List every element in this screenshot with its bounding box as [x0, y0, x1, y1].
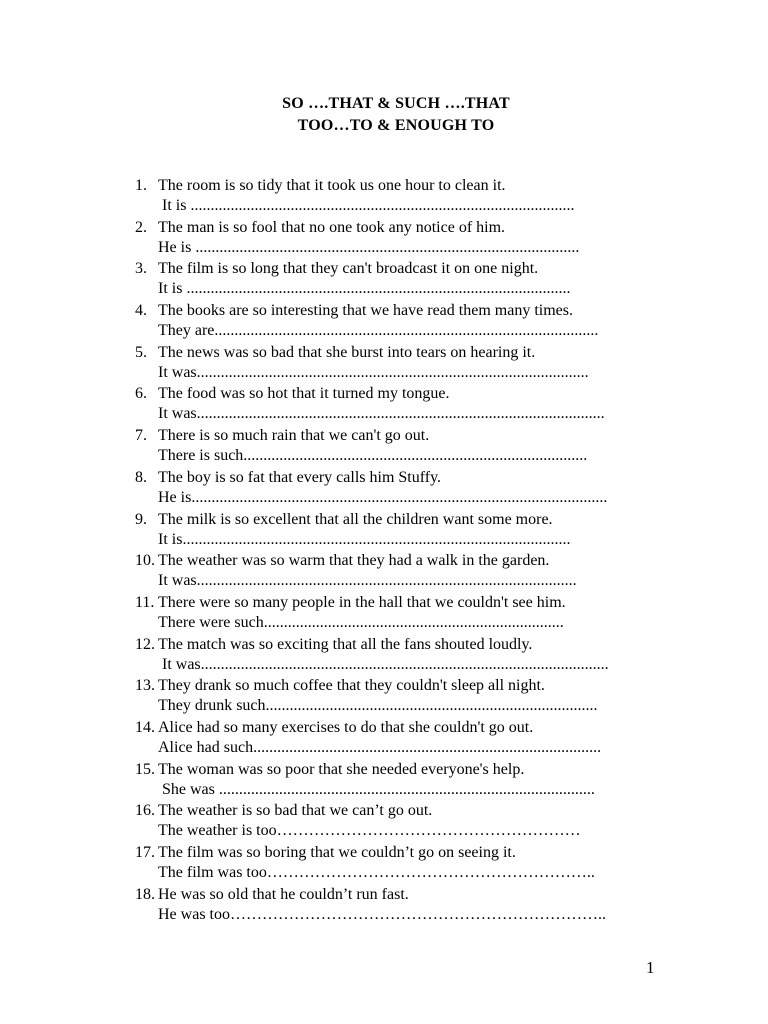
exercise-question — [135, 717, 533, 738]
answer-line: He was too…………………………………………………………….. — [158, 905, 606, 923]
exercise-question — [135, 759, 524, 780]
answer-line: It was.................................................................................................. — [158, 363, 589, 381]
exercise-item-16 — [0, 800, 768, 842]
exercise-number: 17. — [135, 844, 155, 861]
exercise-number: 15. — [135, 760, 155, 778]
exercise-item-7 — [0, 425, 768, 467]
exercise-number: 3. — [135, 260, 147, 278]
question-text: The woman was so poor that she needed everyone's help. — [158, 760, 525, 778]
exercise-item-12 — [0, 634, 768, 676]
exercise-number: 11. — [135, 593, 155, 611]
exercise-list — [0, 175, 768, 925]
answer-line: The film was too…………………………………………………….. — [158, 864, 595, 881]
question-text: The books are so interesting that we have read them many times. — [158, 302, 573, 320]
exercise-number: 2. — [135, 218, 147, 236]
exercise-item-14 — [0, 717, 768, 759]
answer-line: It is ................................................................................................ — [162, 197, 575, 214]
answer-line: Alice had such....................................................................................... — [158, 738, 602, 756]
answer-line: It was...................................................................................................... — [158, 405, 605, 423]
exercise-number: 10. — [135, 552, 155, 570]
exercise-item-3 — [0, 258, 768, 300]
answer-line: He is........................................................................................................ — [158, 488, 608, 506]
exercise-number: 7. — [135, 427, 147, 445]
question-text: They drank so much coffee that they couldn't sleep all night. — [158, 677, 545, 695]
answer-line: He is ................................................................................................ — [158, 238, 580, 256]
worksheet-title-line-2: TOO…TO & ENOUGH TO — [297, 117, 495, 134]
exercise-item-9 — [0, 509, 768, 551]
exercise-item-10 — [0, 550, 768, 592]
question-text: The man is so fool that no one took any notice of him. — [158, 218, 506, 236]
exercise-question — [135, 258, 538, 279]
question-text: The room is so tidy that it took us one hour to clean it. — [158, 177, 506, 194]
exercise-question — [135, 592, 566, 613]
question-text: He was so old that he couldn’t run fast. — [158, 885, 409, 903]
question-text: There were so many people in the hall that we couldn't see him. — [158, 593, 566, 611]
exercise-question — [135, 842, 516, 863]
question-text: The news was so bad that she burst into tears on hearing it. — [158, 343, 536, 361]
answer-line: It is ................................................................................................ — [158, 280, 571, 298]
question-text: The weather is so bad that we can’t go out. — [158, 802, 433, 820]
answer-line: There were such........................................................................... — [158, 613, 564, 631]
exercise-item-1 — [0, 175, 768, 217]
exercise-question — [135, 217, 505, 238]
exercise-number: 16. — [135, 802, 155, 820]
exercise-question — [135, 509, 553, 530]
exercise-number: 14. — [135, 718, 155, 736]
exercise-item-8 — [0, 467, 768, 509]
page-number: 1 — [646, 958, 655, 977]
answer-line: It is................................................................................................. — [158, 530, 571, 548]
exercise-question — [135, 884, 409, 905]
question-text: The boy is so fat that every calls him Stuffy. — [158, 468, 442, 486]
exercise-question — [135, 342, 535, 363]
exercise-question — [135, 800, 432, 821]
question-text: There is so much rain that we can't go out. — [158, 427, 430, 445]
question-text: The food was so hot that it turned my tongue. — [158, 385, 450, 403]
exercise-item-17 — [0, 842, 768, 884]
question-text: The weather was so warm that they had a walk in the garden. — [158, 552, 550, 570]
exercise-item-13 — [0, 675, 768, 717]
question-text: The milk is so excellent that all the children want some more. — [158, 510, 553, 528]
exercise-question — [135, 175, 506, 196]
question-text: Alice had so many exercises to do that she couldn't go out. — [158, 718, 534, 736]
answer-line: They drunk such................................................................................... — [158, 697, 598, 715]
answer-line: It was...................................................................................................... — [162, 655, 609, 673]
question-text: The film was so boring that we couldn’t go on seeing it. — [158, 844, 516, 861]
exercise-number: 1. — [135, 177, 147, 194]
question-text: The match was so exciting that all the fans shouted loudly. — [158, 635, 533, 653]
answer-line: There is such...................................................................................... — [158, 447, 588, 465]
answer-line: The weather is too………………………………………………… — [158, 822, 581, 840]
exercise-number: 5. — [135, 343, 147, 361]
exercise-number: 6. — [135, 385, 147, 403]
exercise-number: 9. — [135, 510, 147, 528]
exercise-item-6 — [0, 383, 768, 425]
exercise-question — [135, 300, 573, 321]
exercise-question — [135, 675, 545, 696]
exercise-number: 4. — [135, 302, 147, 320]
exercise-number: 18. — [135, 885, 155, 903]
exercise-item-15 — [0, 759, 768, 801]
exercise-question — [135, 550, 549, 571]
exercise-item-4 — [0, 300, 768, 342]
exercise-number: 8. — [135, 468, 147, 486]
question-text: The film is so long that they can't broadcast it on one night. — [158, 260, 539, 278]
exercise-item-2 — [0, 217, 768, 259]
answer-line: They are................................................................................................ — [158, 322, 599, 340]
exercise-question — [135, 383, 450, 404]
exercise-number: 13. — [135, 677, 155, 695]
exercise-number: 12. — [135, 635, 155, 653]
exercise-item-18 — [0, 884, 768, 926]
worksheet-title-line-1: SO ….THAT & SUCH ….THAT — [282, 95, 510, 112]
exercise-item-5 — [0, 342, 768, 384]
answer-line: She was .............................................................................................. — [162, 780, 595, 798]
exercise-question — [135, 425, 429, 446]
exercise-question — [135, 634, 532, 655]
exercise-question — [135, 467, 441, 488]
answer-line: It was............................................................................................... — [158, 572, 577, 590]
exercise-item-11 — [0, 592, 768, 634]
